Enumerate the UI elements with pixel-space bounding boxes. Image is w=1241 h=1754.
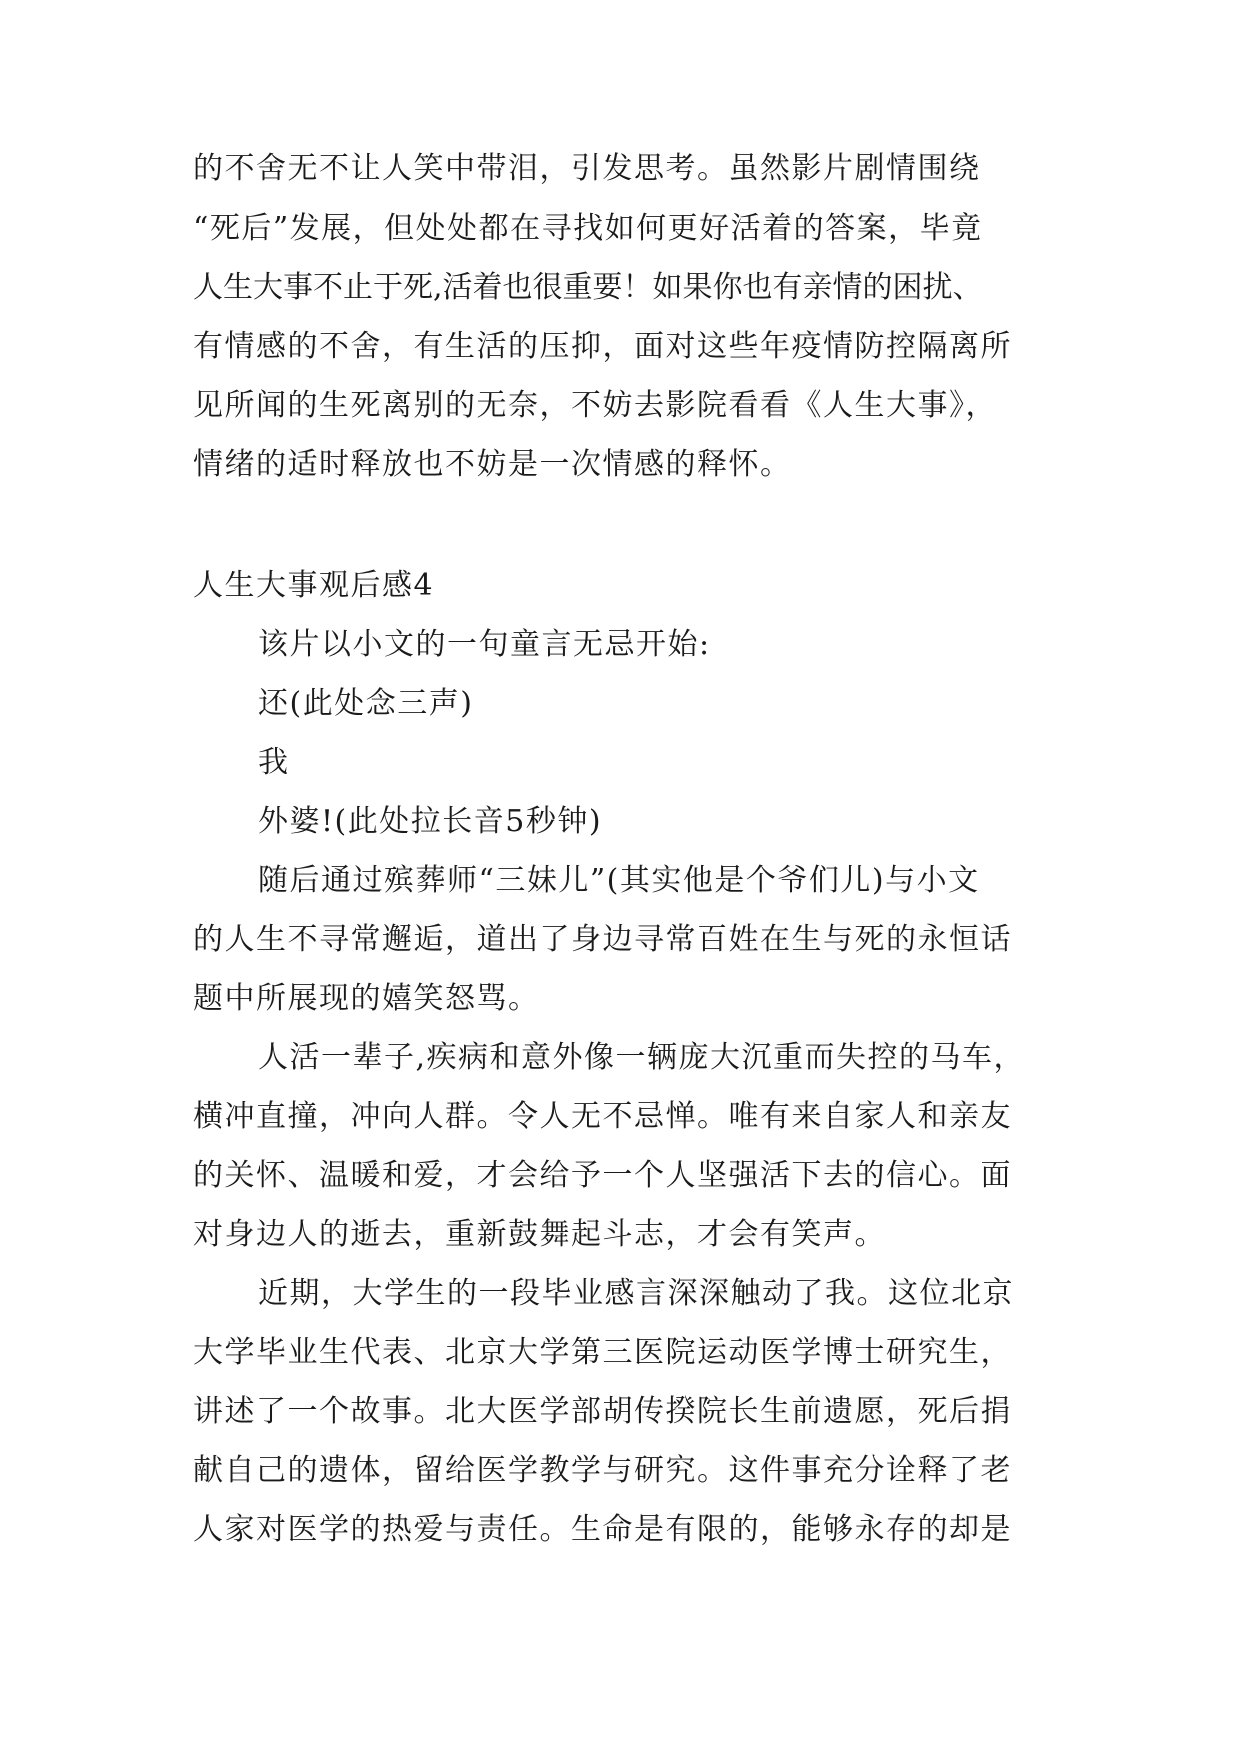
paragraph-line: 见所闻的生死离别的无奈，不妨去影院看看《人生大事》， xyxy=(193,388,997,423)
paragraph-line: 献自己的遗体，留给医学教学与研究。这件事充分诠释了老 xyxy=(193,1453,1012,1488)
section-heading: 人生大事观后感4 xyxy=(193,568,435,603)
paragraph-line: 横冲直撞，冲向人群。令人无不忌惮。唯有来自家人和亲友 xyxy=(193,1099,1012,1134)
paragraph-line: 讲述了一个故事。北大医学部胡传揆院长生前遗愿，死后捐 xyxy=(193,1394,1012,1429)
paragraph-line: 题中所展现的嬉笑怒骂。 xyxy=(193,981,540,1016)
paragraph-line: 的不舍无不让人笑中带泪，引发思考。虽然影片剧情围绕 xyxy=(193,151,981,186)
paragraph-line: 对身边人的逝去，重新鼓舞起斗志，才会有笑声。 xyxy=(193,1217,886,1252)
paragraph-line: “死后”发展，但处处都在寻找如何更好活着的答案，毕竟 xyxy=(193,211,983,246)
paragraph-line: 人活一辈子,疾病和意外像一辆庞大沉重而失控的马车， xyxy=(258,1040,1026,1075)
paragraph-line: 该片以小文的一句童言无忌开始: xyxy=(258,627,711,662)
paragraph-line: 的关怀、温暖和爱，才会给予一个人坚强活下去的信心。面 xyxy=(193,1158,1012,1193)
paragraph-line: 还(此处念三声) xyxy=(258,686,474,721)
paragraph-line: 有情感的不舍，有生活的压抑，面对这些年疫情防控隔离所 xyxy=(193,329,1012,364)
paragraph-line: 人家对医学的热爱与责任。生命是有限的，能够永存的却是 xyxy=(193,1512,1012,1547)
paragraph-line: 大学毕业生代表、北京大学第三医院运动医学博士研究生， xyxy=(193,1335,1012,1370)
paragraph-line: 近期，大学生的一段毕业感言深深触动了我。这位北京 xyxy=(258,1276,1014,1311)
paragraph-line: 的人生不寻常邂逅，道出了身边寻常百姓在生与死的永恒话 xyxy=(193,922,1012,957)
paragraph-line: 我 xyxy=(258,745,290,780)
paragraph-line: 外婆!(此处拉长音5秒钟) xyxy=(258,804,603,839)
paragraph-line: 人生大事不止于死,活着也很重要！如果你也有亲情的困扰、 xyxy=(193,270,983,305)
paragraph-line: 随后通过殡葬师“三妹儿”(其实他是个爷们儿)与小文 xyxy=(258,863,980,898)
paragraph-line: 情绪的适时释放也不妨是一次情感的释怀。 xyxy=(193,447,792,482)
